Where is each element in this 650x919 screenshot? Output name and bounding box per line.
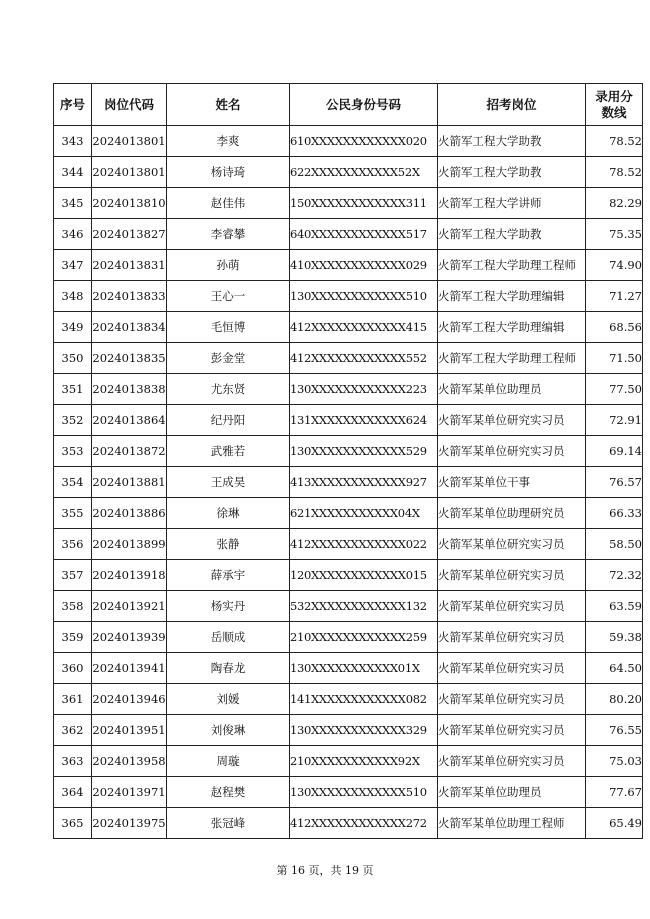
seq-cell: 358: [54, 591, 92, 622]
table-row: [54, 219, 643, 250]
post-code-cell: 2024013899: [92, 529, 167, 560]
name-cell: 杨诗琦: [167, 157, 290, 188]
post-code-cell: 2024013835: [92, 343, 167, 374]
position-cell: 火箭军某单位助理工程师: [438, 808, 586, 839]
id-number-cell: 412XXXXXXXXXXXX272: [290, 808, 438, 839]
score-cell: 72.32: [586, 560, 643, 591]
id-number-cell: 141XXXXXXXXXXXX082: [290, 684, 438, 715]
position-cell: 火箭军工程大学助理工程师: [438, 250, 586, 281]
seq-cell: 352: [54, 405, 92, 436]
score-cell: 75.03: [586, 746, 643, 777]
id-number-cell: 150XXXXXXXXXXXX311: [290, 188, 438, 219]
id-number-cell: 413XXXXXXXXXXXX927: [290, 467, 438, 498]
score-cell: 72.91: [586, 405, 643, 436]
name-cell: 杨实丹: [167, 591, 290, 622]
page-footer: 第 16 页，共 19 页: [276, 864, 374, 877]
name-cell: 张冠峰: [167, 808, 290, 839]
name-cell: 赵佳伟: [167, 188, 290, 219]
id-number-cell: 130XXXXXXXXXXXX510: [290, 281, 438, 312]
seq-cell: 365: [54, 808, 92, 839]
table-row: [54, 715, 643, 746]
seq-cell: 353: [54, 436, 92, 467]
table-row: [54, 374, 643, 405]
position-cell: 火箭军工程大学助教: [438, 219, 586, 250]
post-code-cell: 2024013886: [92, 498, 167, 529]
id-number-cell: 610XXXXXXXXXXXX020: [290, 126, 438, 157]
table-row: [54, 436, 643, 467]
table-row: [54, 498, 643, 529]
id-number-cell: 640XXXXXXXXXXXX517: [290, 219, 438, 250]
id-number-cell: 621XXXXXXXXXXX04X: [290, 498, 438, 529]
position-cell: 火箭军工程大学助教: [438, 126, 586, 157]
col-header-id-number: 公民身份号码: [290, 84, 438, 126]
name-cell: 周璇: [167, 746, 290, 777]
post-code-cell: 2024013881: [92, 467, 167, 498]
seq-cell: 346: [54, 219, 92, 250]
post-code-cell: 2024013951: [92, 715, 167, 746]
name-cell: 刘媛: [167, 684, 290, 715]
position-cell: 火箭军工程大学助理工程师: [438, 343, 586, 374]
score-cell: 59.38: [586, 622, 643, 653]
name-cell: 王心一: [167, 281, 290, 312]
post-code-cell: 2024013975: [92, 808, 167, 839]
name-cell: 赵程樊: [167, 777, 290, 808]
table-row: [54, 188, 643, 219]
position-cell: 火箭军某单位干事: [438, 467, 586, 498]
table-header-row: [54, 84, 643, 126]
post-code-cell: 2024013872: [92, 436, 167, 467]
table-row: [54, 560, 643, 591]
name-cell: 薛承宇: [167, 560, 290, 591]
position-cell: 火箭军工程大学讲师: [438, 188, 586, 219]
name-cell: 李睿攀: [167, 219, 290, 250]
table-row: [54, 591, 643, 622]
id-number-cell: 130XXXXXXXXXXXX529: [290, 436, 438, 467]
table-row: [54, 653, 643, 684]
seq-cell: 347: [54, 250, 92, 281]
post-code-cell: 2024013831: [92, 250, 167, 281]
position-cell: 火箭军某单位研究实习员: [438, 405, 586, 436]
id-number-cell: 131XXXXXXXXXXXX624: [290, 405, 438, 436]
score-cell: 77.67: [586, 777, 643, 808]
table-row: [54, 529, 643, 560]
position-cell: 火箭军某单位研究实习员: [438, 746, 586, 777]
seq-cell: 351: [54, 374, 92, 405]
col-header-score: 录用分数线: [586, 84, 643, 126]
table-row: [54, 808, 643, 839]
id-number-cell: 130XXXXXXXXXXXX329: [290, 715, 438, 746]
id-number-cell: 412XXXXXXXXXXXX552: [290, 343, 438, 374]
post-code-cell: 2024013834: [92, 312, 167, 343]
position-cell: 火箭军某单位研究实习员: [438, 715, 586, 746]
post-code-cell: 2024013838: [92, 374, 167, 405]
table-row: [54, 312, 643, 343]
id-number-cell: 210XXXXXXXXXXX92X: [290, 746, 438, 777]
post-code-cell: 2024013801: [92, 157, 167, 188]
seq-cell: 349: [54, 312, 92, 343]
score-cell: 71.50: [586, 343, 643, 374]
position-cell: 火箭军某单位研究实习员: [438, 684, 586, 715]
post-code-cell: 2024013971: [92, 777, 167, 808]
seq-cell: 354: [54, 467, 92, 498]
post-code-cell: 2024013941: [92, 653, 167, 684]
name-cell: 徐琳: [167, 498, 290, 529]
id-number-cell: 130XXXXXXXXXXXX510: [290, 777, 438, 808]
table-row: [54, 126, 643, 157]
score-cell: 58.50: [586, 529, 643, 560]
position-cell: 火箭军某单位研究实习员: [438, 436, 586, 467]
score-cell: 75.35: [586, 219, 643, 250]
post-code-cell: 2024013810: [92, 188, 167, 219]
seq-cell: 356: [54, 529, 92, 560]
table-row: [54, 157, 643, 188]
name-cell: 孙萌: [167, 250, 290, 281]
name-cell: 岳顺成: [167, 622, 290, 653]
id-number-cell: 130XXXXXXXXXXX01X: [290, 653, 438, 684]
seq-cell: 361: [54, 684, 92, 715]
seq-cell: 357: [54, 560, 92, 591]
seq-cell: 359: [54, 622, 92, 653]
position-cell: 火箭军某单位助理员: [438, 374, 586, 405]
table-row: [54, 467, 643, 498]
score-cell: 82.29: [586, 188, 643, 219]
score-cell: 74.90: [586, 250, 643, 281]
position-cell: 火箭军某单位助理研究员: [438, 498, 586, 529]
score-cell: 66.33: [586, 498, 643, 529]
seq-cell: 364: [54, 777, 92, 808]
name-cell: 毛恒博: [167, 312, 290, 343]
score-cell: 64.50: [586, 653, 643, 684]
seq-cell: 350: [54, 343, 92, 374]
score-cell: 76.57: [586, 467, 643, 498]
score-cell: 78.52: [586, 157, 643, 188]
post-code-cell: 2024013864: [92, 405, 167, 436]
score-cell: 77.50: [586, 374, 643, 405]
table-row: [54, 746, 643, 777]
position-cell: 火箭军某单位助理员: [438, 777, 586, 808]
col-header-position: 招考岗位: [438, 84, 586, 126]
id-number-cell: 532XXXXXXXXXXXX132: [290, 591, 438, 622]
score-cell: 69.14: [586, 436, 643, 467]
name-cell: 李爽: [167, 126, 290, 157]
post-code-cell: 2024013946: [92, 684, 167, 715]
post-code-cell: 2024013918: [92, 560, 167, 591]
id-number-cell: 412XXXXXXXXXXXX022: [290, 529, 438, 560]
table-row: [54, 684, 643, 715]
seq-cell: 360: [54, 653, 92, 684]
col-header-name: 姓名: [167, 84, 290, 126]
id-number-cell: 130XXXXXXXXXXXX223: [290, 374, 438, 405]
score-cell: 63.59: [586, 591, 643, 622]
position-cell: 火箭军某单位研究实习员: [438, 653, 586, 684]
score-cell: 65.49: [586, 808, 643, 839]
post-code-cell: 2024013921: [92, 591, 167, 622]
position-cell: 火箭军某单位研究实习员: [438, 622, 586, 653]
id-number-cell: 622XXXXXXXXXXX52X: [290, 157, 438, 188]
name-cell: 张静: [167, 529, 290, 560]
score-cell: 71.27: [586, 281, 643, 312]
name-cell: 尤东贤: [167, 374, 290, 405]
seq-cell: 344: [54, 157, 92, 188]
name-cell: 刘俊琳: [167, 715, 290, 746]
post-code-cell: 2024013827: [92, 219, 167, 250]
name-cell: 武雅若: [167, 436, 290, 467]
name-cell: 彭金堂: [167, 343, 290, 374]
seq-cell: 345: [54, 188, 92, 219]
position-cell: 火箭军某单位研究实习员: [438, 560, 586, 591]
table-row: [54, 281, 643, 312]
position-cell: 火箭军工程大学助理编辑: [438, 312, 586, 343]
id-number-cell: 210XXXXXXXXXXXX259: [290, 622, 438, 653]
id-number-cell: 120XXXXXXXXXXXX015: [290, 560, 438, 591]
col-header-post-code: 岗位代码: [92, 84, 167, 126]
seq-cell: 363: [54, 746, 92, 777]
id-number-cell: 412XXXXXXXXXXXX415: [290, 312, 438, 343]
score-cell: 78.52: [586, 126, 643, 157]
post-code-cell: 2024013958: [92, 746, 167, 777]
col-header-seq: 序号: [54, 84, 92, 126]
seq-cell: 348: [54, 281, 92, 312]
score-cell: 80.20: [586, 684, 643, 715]
id-number-cell: 410XXXXXXXXXXXX029: [290, 250, 438, 281]
table-row: [54, 250, 643, 281]
seq-cell: 362: [54, 715, 92, 746]
position-cell: 火箭军工程大学助教: [438, 157, 586, 188]
table-row: [54, 622, 643, 653]
post-code-cell: 2024013801: [92, 126, 167, 157]
seq-cell: 343: [54, 126, 92, 157]
table-row: [54, 777, 643, 808]
table-row: [54, 343, 643, 374]
position-cell: 火箭军某单位研究实习员: [438, 591, 586, 622]
score-cell: 76.55: [586, 715, 643, 746]
post-code-cell: 2024013939: [92, 622, 167, 653]
score-cell: 68.56: [586, 312, 643, 343]
post-code-cell: 2024013833: [92, 281, 167, 312]
admission-table: [53, 83, 643, 839]
seq-cell: 355: [54, 498, 92, 529]
position-cell: 火箭军工程大学助理编辑: [438, 281, 586, 312]
table-row: [54, 405, 643, 436]
name-cell: 王成昊: [167, 467, 290, 498]
name-cell: 陶春龙: [167, 653, 290, 684]
position-cell: 火箭军某单位研究实习员: [438, 529, 586, 560]
name-cell: 纪丹阳: [167, 405, 290, 436]
